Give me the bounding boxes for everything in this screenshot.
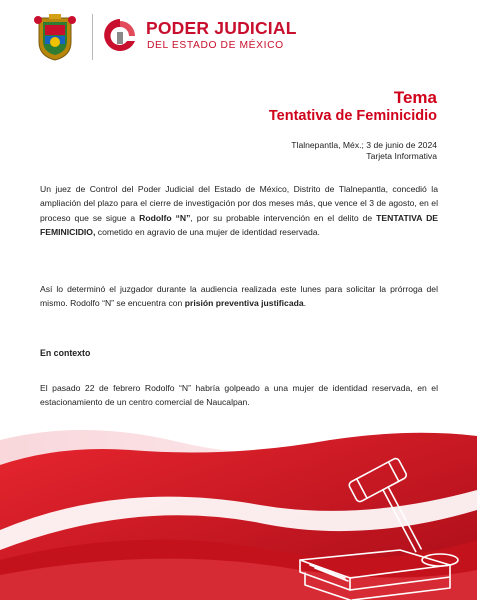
place-date: Tlalnepantla, Méx.; 3 de junio de 2024 — [291, 140, 437, 150]
custody-status: prisión preventiva justificada — [184, 298, 304, 309]
paragraph-1 — [40, 182, 438, 240]
institution-name: PODER JUDICIAL — [146, 18, 297, 38]
footer-decoration — [0, 410, 477, 600]
poder-judicial-logo-icon — [102, 16, 138, 56]
header-divider — [92, 14, 93, 60]
paragraph-1-text-c: cometido en agravio de una mujer de identidad reservada. — [95, 227, 320, 238]
paragraph-2-text-b: . — [303, 298, 307, 309]
document-header — [0, 0, 477, 80]
paragraph-2-text-a: Así lo determinó el juzgador durante la audiencia realizada este lunes para solicitar la prórroga del mismo. Rodolfo “N” se encuentra con — [40, 284, 438, 309]
institution-subtitle: DEL ESTADO DE MÉXICO — [147, 40, 284, 51]
topic-label: Tema — [393, 88, 437, 107]
topic-title: Tentativa de Feminicidio — [268, 108, 437, 124]
paragraph-2 — [40, 282, 438, 311]
crime-name: TENTATIVA DE FEMINICIDIO, — [40, 212, 439, 238]
paragraph-1-text-a: Un juez de Control del Poder Judicial del Estado de México, Distrito de Tlalnepantla, concedió la ampliación del plazo para el cierre de investigación por dos meses más, que vence el 3 de agosto, en el proceso que se sigue a — [40, 184, 438, 223]
defendant-name: Rodolfo “N” — [139, 212, 191, 223]
state-coat-of-arms-icon — [33, 12, 77, 62]
paragraph-3: El pasado 22 de febrero Rodolfo “N” habría golpeado a una mujer de identidad reservada, en el estacionamiento de un centro comercial de Naucalpan. — [40, 383, 438, 408]
paragraph-1-text-b: , por su probable intervención en el delito de — [190, 212, 377, 223]
document-type: Tarjeta Informativa — [366, 151, 437, 161]
context-heading: En contexto — [40, 348, 91, 358]
